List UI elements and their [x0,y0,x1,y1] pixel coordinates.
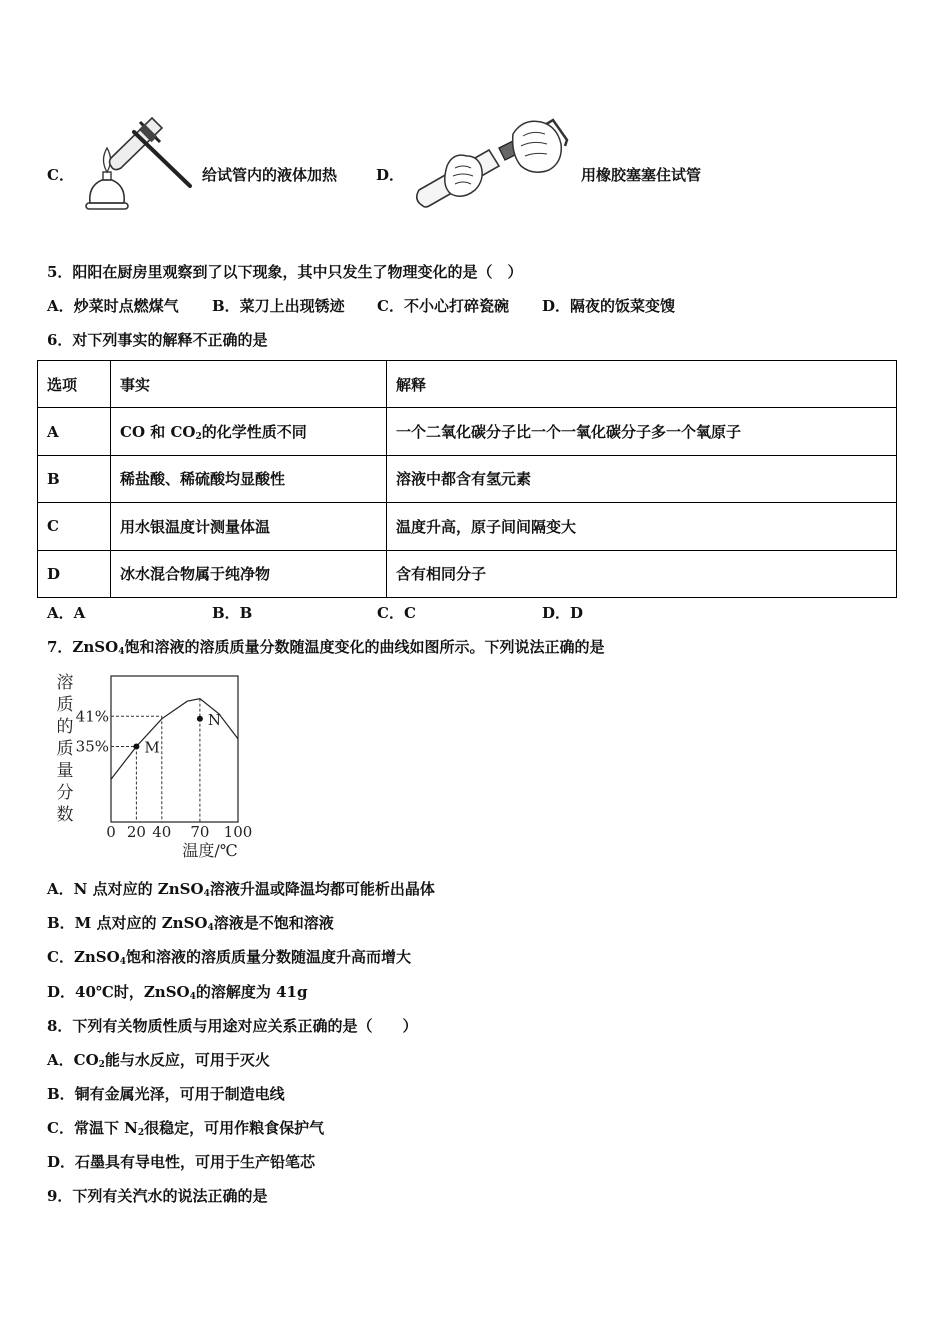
row-option: D [38,550,111,597]
q6-answer-d: D．D [542,604,584,622]
row-fact: CO 和 $CO_2$的化学性质不同 [111,408,387,455]
point-M [133,743,139,749]
q5-option-a: A．炒菜时点燃煤气 [47,297,179,315]
chart-ylabel: 溶质的质量分数 [56,673,74,825]
header-fact: 事实 [111,361,387,408]
point-label-N: N [207,710,222,729]
header-explanation: 解释 [387,361,897,408]
q7-option-a: A．N 点对应的 ZnSO$_4$溶液升温或降温均都可能析出晶体 [47,880,435,899]
q9-stem: 9．下列有关汽水的说法正确的是 [47,1187,268,1205]
q4-option-d-text: 用橡胶塞塞住试管 [581,166,702,184]
table-row [38,455,897,502]
header-option: 选项 [38,361,111,408]
row-explanation: 含有相同分子 [387,550,897,597]
heating-test-tube-illustration [78,108,198,220]
q7-option-b: B．M 点对应的 ZnSO$_4$溶液是不饱和溶液 [47,914,334,933]
chart-xlabel: 温度/℃ [182,841,238,860]
q5-option-c: C．不小心打碎瓷碗 [377,297,509,315]
x-tick-2: 40 [152,823,172,841]
y-mark-1: 41% [75,707,109,726]
x-tick-4: 100 [223,823,253,841]
row-explanation: 温度升高，原子间间隔变大 [387,503,897,550]
row-fact: 冰水混合物属于纯净物 [111,550,387,597]
x-tick-3: 70 [190,823,210,841]
solubility-chart [45,668,260,860]
y-mark-0: 35% [75,737,109,756]
q4-option-c-letter: C． [47,166,74,184]
rubber-stopper-illustration [405,110,580,222]
q8-option-c: C．常温下 $N_2$很稳定，可用作粮食保护气 [47,1119,325,1138]
row-explanation: 一个二氧化碳分子比一个一氧化碳分子多一个氧原子 [387,408,897,455]
q6-answer-a: A．A [47,604,86,622]
point-N [197,716,203,722]
row-fact: 用水银温度计测量体温 [111,503,387,550]
row-explanation: 溶液中都含有氢元素 [387,455,897,502]
q6-answer-c: C．C [377,604,416,622]
x-tick-0: 0 [106,823,116,841]
q8-option-d: D．石墨具有导电性，可用于生产铅笔芯 [47,1153,316,1171]
q4-option-d-letter: D． [376,166,405,184]
q5-option-d: D．隔夜的饭菜变馊 [542,297,676,315]
table-row [38,408,897,455]
chart-frame [111,676,238,822]
q7-stem: 7．ZnSO$_4$饱和溶液的溶质质量分数随温度变化的曲线如图所示。下列说法正确的是 [47,638,605,657]
q5-stem: 5．阳阳在厨房里观察到了以下现象，其中只发生了物理变化的是（ ） [47,263,523,281]
q6-stem: 6．对下列事实的解释不正确的是 [47,331,268,349]
q6-answer-b: B．B [212,604,253,622]
row-fact: 稀盐酸、稀硫酸均显酸性 [111,455,387,502]
row-option: B [38,455,111,502]
row-option: A [38,408,111,455]
q8-option-a: A．$CO_2$能与水反应，可用于灭火 [47,1051,270,1070]
row-option: C [38,503,111,550]
q8-option-b: B．铜有金属光泽，可用于制造电线 [47,1085,285,1103]
table-header-row [38,361,897,408]
point-label-M: M [144,738,160,757]
q6-facts-table [37,360,897,598]
x-tick-1: 20 [126,823,146,841]
table-row [38,550,897,597]
q7-option-c: C．ZnSO$_4$饱和溶液的溶质质量分数随温度升高而增大 [47,948,411,967]
q5-option-b: B．菜刀上出现锈迹 [212,297,345,315]
q4-option-c-text: 给试管内的液体加热 [202,166,338,184]
q7-option-d: D．40℃时，ZnSO$_4$的溶解度为 41g [47,983,308,1002]
q8-stem: 8．下列有关物质性质与用途对应关系正确的是（ ） [47,1017,418,1035]
table-row [38,503,897,550]
